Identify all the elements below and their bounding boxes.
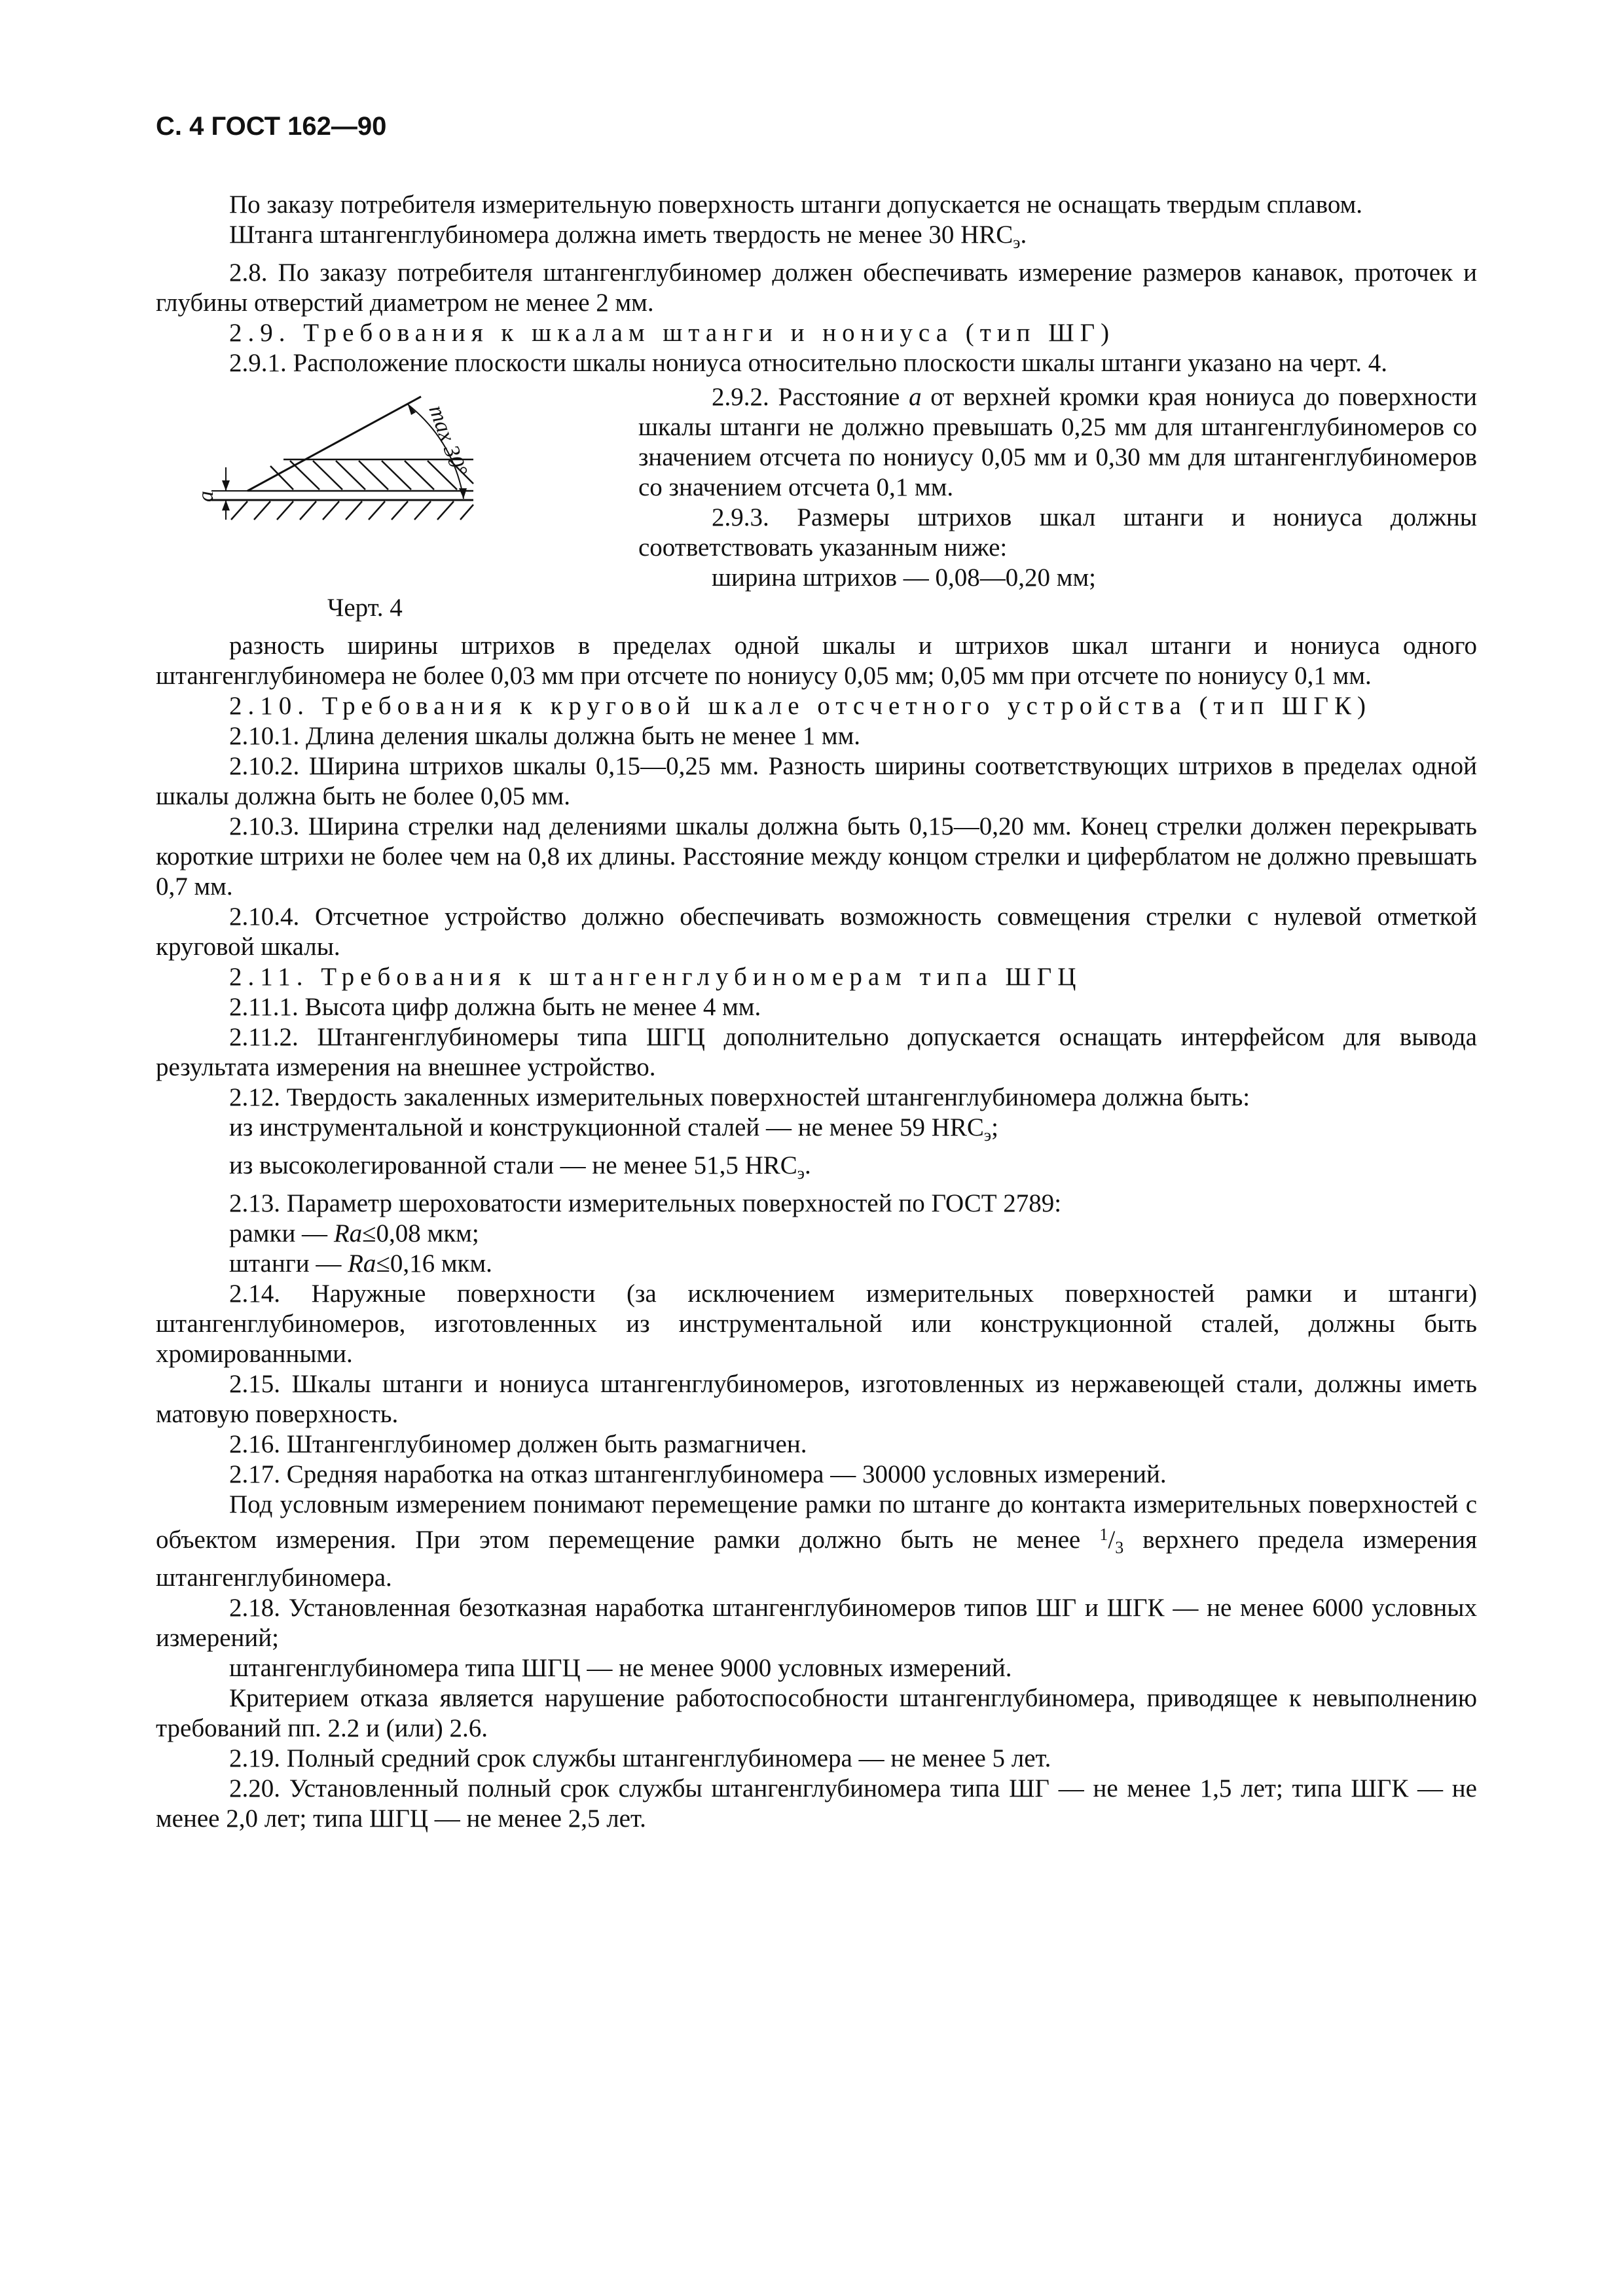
clause-2-8: 2.8. По заказу потребителя штангенглубиномер должен обеспечивать измерение размеров канавок, проточек и глубины отверстий диаметром не менее 2 мм.	[156, 259, 1477, 317]
text: .	[1020, 221, 1027, 249]
variable: Ra	[348, 1249, 376, 1278]
clause-2-14: 2.14. Наружные поверхности (за исключением измерительных поверхностей рамки и штанги) штангенглубиномеров, изготовленных из инструментальной или конструкционной сталей, должны быть хромированными.	[156, 1280, 1477, 1368]
text: ≤0,16 мкм.	[376, 1249, 492, 1278]
subscript: э	[1013, 233, 1021, 252]
clause-2-11-heading: 2.11. Требования к штангенглубиномерам типа ШГЦ	[229, 963, 1082, 991]
text: 2.9.2. Расстояние	[712, 383, 909, 411]
text: от верхней кромки края нониуса до поверхности шкалы штанги не должно превышать 0,25 мм для штангенглубиномеров со значением отсчета по нониусу 0,05 мм и 0,30 мм для штангенглубиномеров со значением отсчета 0,1 мм.	[638, 383, 1478, 501]
clause-2-18: 2.18. Установленная безотказная наработка штангенглубиномеров типов ШГ и ШГК — не менее 6000 условных измерений;	[156, 1594, 1477, 1652]
clause-2-15: 2.15. Шкалы штанги и нониуса штангенглубиномеров, изготовленных из нержавеющей стали, должны иметь матовую поверхность.	[156, 1370, 1477, 1428]
variable: a	[909, 383, 922, 411]
clause-2-12-item	[156, 1113, 1477, 1151]
clause-2-17-note: Под условным измерением понимают перемещение рамки по штанге до контакта измерительных поверхностей с объектом измерения. При этом перемещение рамки должно быть не менее $^1/_3$ верхнего предела измерения штангенглубиномера.	[156, 1490, 1478, 1592]
document-body	[156, 190, 1477, 1834]
clause-2-11-2: 2.11.2. Штангенглубиномеры типа ШГЦ дополнительно допускается оснащать интерфейсом для вывода результата измерения на внешнее устройство.	[156, 1023, 1477, 1081]
text: Под условным измерением понимают перемещение рамки по штанге до контакта измерительных поверхностей с объектом измерения. При этом перемещение рамки должно быть не менее	[156, 1490, 1477, 1554]
figure-4	[156, 382, 638, 631]
clause-2-19: 2.19. Полный средний срок службы штангенглубиномера — не менее 5 лет.	[229, 1744, 1051, 1772]
clause-2-9-2	[638, 382, 1477, 503]
text: штанги —	[229, 1249, 348, 1278]
clause-2-9-1: 2.9.1. Расположение плоскости шкалы нониуса относительно плоскости шкалы штанги указано на черт. 4.	[229, 349, 1387, 377]
text: ;	[991, 1113, 998, 1141]
figure-4-drawing	[185, 382, 591, 585]
clause-2-17: 2.17. Средняя наработка на отказ штангенглубиномера — 30000 условных измерений.	[229, 1460, 1167, 1488]
clause-2-9-heading: 2.9. Требования к шкалам штанги и нониуса (тип ШГ)	[229, 319, 1116, 347]
figure-side-text	[638, 382, 1477, 631]
clause-2-10-3: 2.10.3. Ширина стрелки над делениями шкалы должна быть 0,15—0,20 мм. Конец стрелки должен перекрывать короткие штрихи не более чем на 0,8 их длины. Расстояние между концом стрелки и циферблатом не должно превышать 0,7 мм.	[156, 812, 1477, 901]
subscript: э	[983, 1126, 992, 1145]
figure-row	[156, 382, 1477, 631]
clause-2-12: 2.12. Твердость закаленных измерительных поверхностей штангенглубиномера должна быть:	[229, 1083, 1250, 1111]
text: ≤0,08 мкм;	[362, 1219, 479, 1247]
page-header: С. 4 ГОСТ 162—90	[156, 112, 387, 141]
paragraph	[156, 220, 1477, 258]
clause-2-11-1: 2.11.1. Высота цифр должна быть не менее 4 мм.	[229, 993, 761, 1021]
text: из инструментальной и конструкционной сталей — не менее 59 HRC	[229, 1113, 984, 1141]
clause-2-10-heading: 2.10. Требования к круговой шкале отсчетного устройства (тип ШГК)	[229, 692, 1372, 720]
paragraph: По заказу потребителя измерительную поверхность штанги допускается не оснащать твердым сплавом.	[229, 190, 1363, 219]
figure-caption: Черт. 4	[327, 594, 403, 622]
text: из высоколегированной стали — не менее 51,5 HRC	[229, 1151, 797, 1179]
label-angle: max 30°	[424, 402, 472, 480]
clause-2-9-3: 2.9.3. Размеры штрихов шкал штанги и нониуса должны соответствовать указанным ниже:	[638, 503, 1477, 562]
clause-2-13: 2.13. Параметр шероховатости измерительных поверхностей по ГОСТ 2789:	[229, 1189, 1062, 1217]
subscript: э	[797, 1164, 805, 1183]
fraction-numerator: 1	[1099, 1525, 1108, 1544]
clause-2-20: 2.20. Установленный полный срок службы штангенглубиномера типа ШГ — не менее 1,5 лет; типа ШГК — не менее 2,0 лет; типа ШГЦ — не менее 2,5 лет.	[156, 1774, 1477, 1833]
clause-2-18-item: штангенглубиномера типа ШГЦ — не менее 9000 условных измерений.	[229, 1654, 1012, 1682]
clause-2-9-3-item: разность ширины штрихов в пределах одной шкалы и штрихов шкал штанги и нониуса одного штангенглубиномера не более 0,03 мм при отсчете по нониусу 0,05 мм; 0,05 мм при отсчете по нониусу 0,1 мм.	[156, 632, 1477, 690]
clause-2-18-note: Критерием отказа является нарушение работоспособности штангенглубиномера, приводящее к невыполнению требований пп. 2.2 и (или) 2.6.	[156, 1684, 1477, 1742]
clause-2-10-1: 2.10.1. Длина деления шкалы должна быть не менее 1 мм.	[229, 722, 860, 750]
clause-2-16: 2.16. Штангенглубиномер должен быть размагничен.	[229, 1430, 807, 1458]
text: верхнего предела измерения штангенглубиномера.	[156, 1526, 1478, 1592]
clause-2-13-item	[156, 1219, 1477, 1249]
fraction-denominator: 3	[1115, 1538, 1124, 1557]
clause-2-12-item	[156, 1151, 1477, 1189]
clause-2-10-4: 2.10.4. Отсчетное устройство должно обеспечивать возможность совмещения стрелки с нулевой отметкой круговой шкалы.	[156, 903, 1477, 961]
clause-2-9-3-item: ширина штрихов — 0,08—0,20 мм;	[712, 564, 1096, 592]
clause-2-10-2: 2.10.2. Ширина штрихов шкалы 0,15—0,25 мм. Разность ширины соответствующих штрихов в пределах одной шкалы должна быть не более 0,05 мм.	[156, 752, 1477, 810]
clause-2-13-item	[156, 1249, 1477, 1279]
text: .	[804, 1151, 811, 1179]
variable: Ra	[333, 1219, 363, 1247]
text: Штанга штангенглубиномера должна иметь твердость не менее 30 HRC	[229, 221, 1013, 249]
label-a: a	[194, 491, 218, 502]
text: рамки —	[229, 1219, 334, 1247]
